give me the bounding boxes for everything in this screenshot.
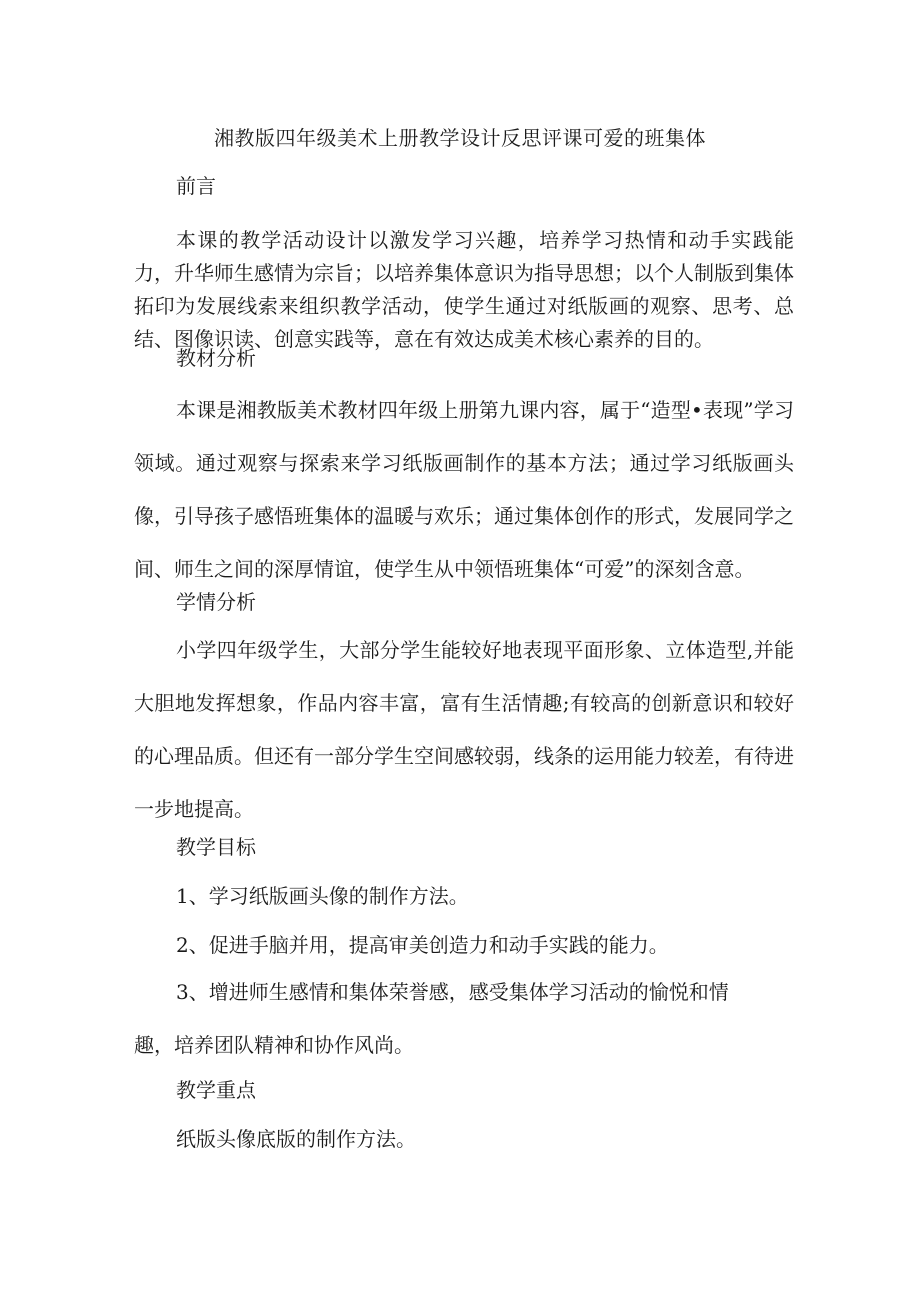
goal-item-2: 2、促进手脑并用，提高审美创造力和动手实践的能力。 xyxy=(176,933,669,957)
heading-preface: 前言 xyxy=(176,174,216,198)
heading-students: 学情分析 xyxy=(176,590,256,614)
heading-goals: 教学目标 xyxy=(176,835,256,859)
paragraph-material: 本课是湘教版美术教材四年级上册第九课内容，属于“造型•表现”学习领域。通过观察与探索来学习纸版画制作的基本方法；通过学习纸版画头像，引导孩子感悟班集体的温暖与欢乐；通过集体创作的形式，发展同学之间、师生之间的深厚情谊，使学生从中领悟班集体“可爱”的深刻含意。 xyxy=(134,398,794,581)
heading-focus: 教学重点 xyxy=(176,1078,256,1102)
heading-material: 教材分析 xyxy=(176,346,256,370)
goal-item-1: 1、学习纸版画头像的制作方法。 xyxy=(176,884,469,908)
goal-item-3: 3、增进师生感情和集体荣誉感，感受集体学习活动的愉悦和情趣，培养团队精神和协作风尚。 xyxy=(134,980,729,1057)
paragraph-focus: 纸版头像底版的制作方法。 xyxy=(176,1127,416,1151)
paragraph-students: 小学四年级学生，大部分学生能较好地表现平面形象、立体造型,并能大胆地发挥想象，作品内容丰富，富有生活情趣;有较高的创新意识和较好的心理品质。但还有一部分学生空间感较弱，线条的运用能力较差，有待进一步地提高。 xyxy=(134,638,794,821)
document-title: 湘教版四年级美术上册教学设计反思评课可爱的班集体 xyxy=(214,126,706,150)
paragraph-preface: 本课的教学活动设计以激发学习兴趣，培养学习热情和动手实践能力，升华师生感情为宗旨；以培养集体意识为指导思想；以个人制版到集体拓印为发展线索来组织教学活动，使学生通过对纸版画的观察、思考、总结、图像识读、创意实践等，意在有效达成美术核心素养的目的。 xyxy=(134,228,794,351)
